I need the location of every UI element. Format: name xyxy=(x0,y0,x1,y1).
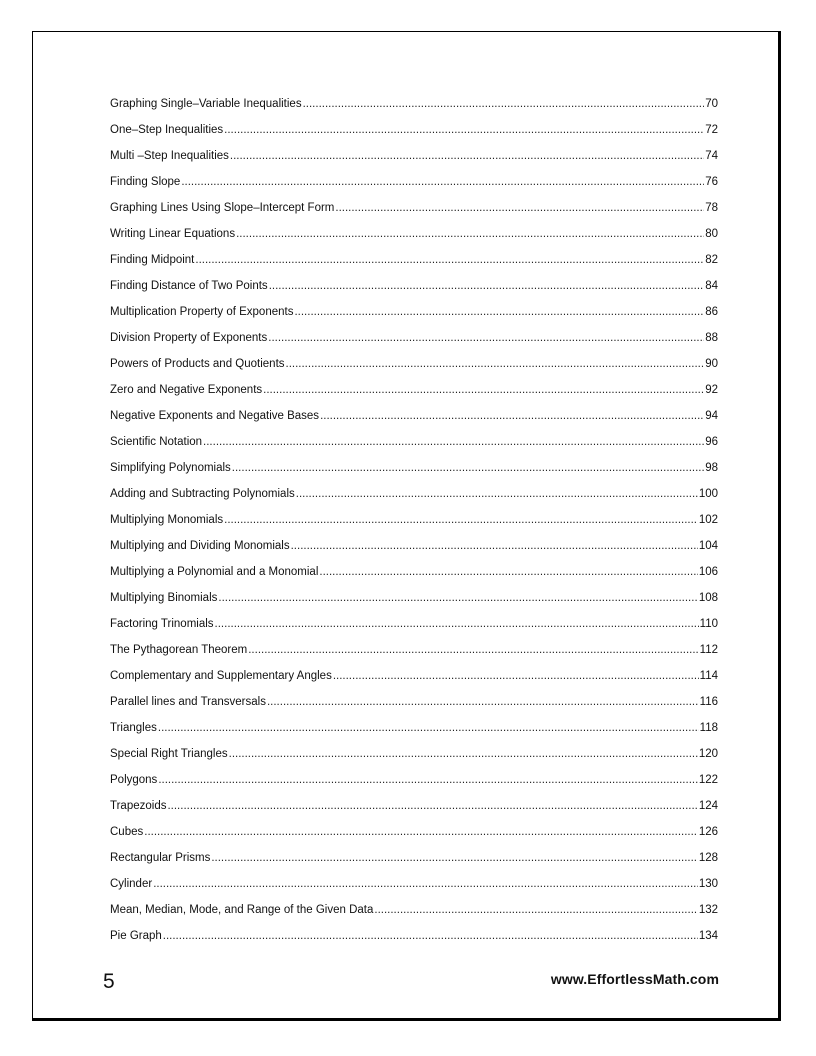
toc-entry-page: 86 xyxy=(705,306,718,318)
toc-entry-page: 84 xyxy=(705,280,718,292)
toc-leader-dots xyxy=(267,693,699,711)
toc-entry-title: Zero and Negative Exponents xyxy=(110,384,263,396)
toc-entry-title: Finding Distance of Two Points xyxy=(110,280,268,292)
toc-entry-page: 124 xyxy=(698,800,718,812)
toc-entry-title: Complementary and Supplementary Angles xyxy=(110,670,332,682)
toc-leader-dots xyxy=(374,901,697,919)
toc-entry-title: Finding Midpoint xyxy=(110,254,195,266)
toc-entry-page: 98 xyxy=(705,462,718,474)
toc-entry-title: Graphing Single–Variable Inequalities xyxy=(110,98,302,110)
toc-entry[interactable] xyxy=(110,745,718,771)
toc-leader-dots xyxy=(236,225,704,243)
toc-leader-dots xyxy=(291,537,698,555)
toc-leader-dots xyxy=(303,95,705,113)
toc-entry[interactable] xyxy=(110,641,718,667)
toc-entry-page: 72 xyxy=(705,124,718,136)
toc-leader-dots xyxy=(333,667,699,685)
toc-leader-dots xyxy=(335,199,704,217)
toc-entry[interactable] xyxy=(110,589,718,615)
toc-entry[interactable] xyxy=(110,901,718,927)
toc-entry[interactable] xyxy=(110,563,718,589)
toc-entry-page: 110 xyxy=(699,618,718,630)
toc-leader-dots xyxy=(248,641,698,659)
toc-entry-title: Finding Slope xyxy=(110,176,181,188)
toc-entry-page: 96 xyxy=(705,436,718,448)
toc-entry[interactable] xyxy=(110,121,718,147)
toc-entry-page: 78 xyxy=(705,202,718,214)
toc-entry-page: 126 xyxy=(698,826,718,838)
toc-entry-page: 108 xyxy=(698,592,718,604)
toc-entry-title: Cylinder xyxy=(110,878,153,890)
toc-entry[interactable] xyxy=(110,797,718,823)
toc-entry-title: Division Property of Exponents xyxy=(110,332,268,344)
toc-entry-title: Multiplication Property of Exponents xyxy=(110,306,294,318)
toc-leader-dots xyxy=(153,875,698,893)
toc-entry[interactable] xyxy=(110,355,718,381)
toc-entry-page: 102 xyxy=(698,514,718,526)
toc-entry-page: 74 xyxy=(705,150,718,162)
toc-entry[interactable] xyxy=(110,511,718,537)
toc-leader-dots xyxy=(294,303,704,321)
toc-entry[interactable] xyxy=(110,459,718,485)
toc-entry[interactable] xyxy=(110,329,718,355)
toc-entry[interactable] xyxy=(110,771,718,797)
table-of-contents xyxy=(110,95,718,953)
toc-entry-title: Multiplying Binomials xyxy=(110,592,218,604)
toc-entry-page: 114 xyxy=(699,670,718,682)
toc-entry-title: Trapezoids xyxy=(110,800,167,812)
toc-leader-dots xyxy=(158,771,698,789)
toc-entry-page: 76 xyxy=(705,176,718,188)
toc-entry-page: 92 xyxy=(705,384,718,396)
toc-leader-dots xyxy=(232,459,704,477)
page-number: 5 xyxy=(103,970,115,993)
toc-entry-title: Adding and Subtracting Polynomials xyxy=(110,488,295,500)
toc-leader-dots xyxy=(195,251,704,269)
toc-entry-page: 82 xyxy=(705,254,718,266)
toc-leader-dots xyxy=(319,563,697,581)
toc-leader-dots xyxy=(269,277,705,295)
toc-entry[interactable] xyxy=(110,485,718,511)
toc-entry[interactable] xyxy=(110,199,718,225)
toc-entry-page: 134 xyxy=(698,930,718,942)
toc-entry-title: Multiplying Monomials xyxy=(110,514,224,526)
toc-entry-page: 80 xyxy=(705,228,718,240)
toc-leader-dots xyxy=(229,745,698,763)
toc-entry[interactable] xyxy=(110,147,718,173)
toc-entry-title: Parallel lines and Transversals xyxy=(110,696,266,708)
toc-entry[interactable] xyxy=(110,849,718,875)
toc-entry-page: 100 xyxy=(698,488,718,500)
toc-entry-title: Rectangular Prisms xyxy=(110,852,211,864)
toc-entry-title: Triangles xyxy=(110,722,157,734)
toc-entry[interactable] xyxy=(110,433,718,459)
toc-entry-page: 104 xyxy=(698,540,718,552)
toc-leader-dots xyxy=(215,615,699,633)
toc-entry-page: 90 xyxy=(705,358,718,370)
toc-leader-dots xyxy=(158,719,699,737)
toc-leader-dots xyxy=(163,927,698,945)
toc-entry-page: 116 xyxy=(699,696,718,708)
toc-leader-dots xyxy=(224,121,704,139)
toc-leader-dots xyxy=(286,355,705,373)
toc-entry[interactable] xyxy=(110,95,718,121)
toc-entry[interactable] xyxy=(110,875,718,901)
toc-entry-page: 132 xyxy=(698,904,718,916)
toc-entry[interactable] xyxy=(110,693,718,719)
toc-entry-page: 128 xyxy=(698,852,718,864)
toc-entry[interactable] xyxy=(110,277,718,303)
toc-entry[interactable] xyxy=(110,927,718,953)
toc-entry-page: 130 xyxy=(698,878,718,890)
toc-leader-dots xyxy=(211,849,697,867)
toc-entry[interactable] xyxy=(110,225,718,251)
toc-entry-title: Polygons xyxy=(110,774,158,786)
toc-entry[interactable] xyxy=(110,381,718,407)
toc-entry[interactable] xyxy=(110,173,718,199)
toc-entry-title: Simplifying Polynomials xyxy=(110,462,231,474)
toc-entry-page: 112 xyxy=(699,644,718,656)
toc-leader-dots xyxy=(203,433,704,451)
toc-entry-title: Scientific Notation xyxy=(110,436,203,448)
toc-entry-title: Multi –Step Inequalities xyxy=(110,150,229,162)
toc-entry-page: 106 xyxy=(698,566,718,578)
toc-leader-dots xyxy=(167,797,697,815)
toc-entry-title: Mean, Median, Mode, and Range of the Given Data xyxy=(110,904,374,916)
toc-entry[interactable] xyxy=(110,615,718,641)
toc-entry[interactable] xyxy=(110,303,718,329)
toc-entry-title: Multiplying a Polynomial and a Monomial xyxy=(110,566,319,578)
toc-entry-title: Cubes xyxy=(110,826,144,838)
toc-entry[interactable] xyxy=(110,667,718,693)
toc-entry[interactable] xyxy=(110,823,718,849)
toc-entry-title: One–Step Inequalities xyxy=(110,124,224,136)
toc-entry[interactable] xyxy=(110,407,718,433)
toc-entry-page: 94 xyxy=(705,410,718,422)
toc-entry-title: Factoring Trinomials xyxy=(110,618,214,630)
toc-entry-title: Multiplying and Dividing Monomials xyxy=(110,540,290,552)
toc-leader-dots xyxy=(320,407,704,425)
toc-entry-title: Powers of Products and Quotients xyxy=(110,358,285,370)
toc-leader-dots xyxy=(230,147,704,165)
toc-leader-dots xyxy=(224,511,698,529)
toc-entry-page: 122 xyxy=(698,774,718,786)
toc-entry-title: Pie Graph xyxy=(110,930,162,942)
toc-entry[interactable] xyxy=(110,537,718,563)
toc-leader-dots xyxy=(218,589,697,607)
toc-leader-dots xyxy=(144,823,698,841)
toc-entry[interactable] xyxy=(110,719,718,745)
toc-entry-page: 120 xyxy=(698,748,718,760)
toc-entry-title: Graphing Lines Using Slope–Intercept Form xyxy=(110,202,335,214)
toc-entry-page: 118 xyxy=(699,722,718,734)
website-url[interactable]: www.EffortlessMath.com xyxy=(550,971,719,987)
toc-entry-title: The Pythagorean Theorem xyxy=(110,644,248,656)
toc-leader-dots xyxy=(268,329,704,347)
toc-leader-dots xyxy=(181,173,704,191)
toc-entry-title: Special Right Triangles xyxy=(110,748,228,760)
toc-entry-title: Negative Exponents and Negative Bases xyxy=(110,410,320,422)
toc-entry-title: Writing Linear Equations xyxy=(110,228,236,240)
toc-entry-page: 88 xyxy=(705,332,718,344)
toc-entry-page: 70 xyxy=(705,98,718,110)
toc-entry[interactable] xyxy=(110,251,718,277)
toc-leader-dots xyxy=(296,485,698,503)
toc-leader-dots xyxy=(263,381,704,399)
